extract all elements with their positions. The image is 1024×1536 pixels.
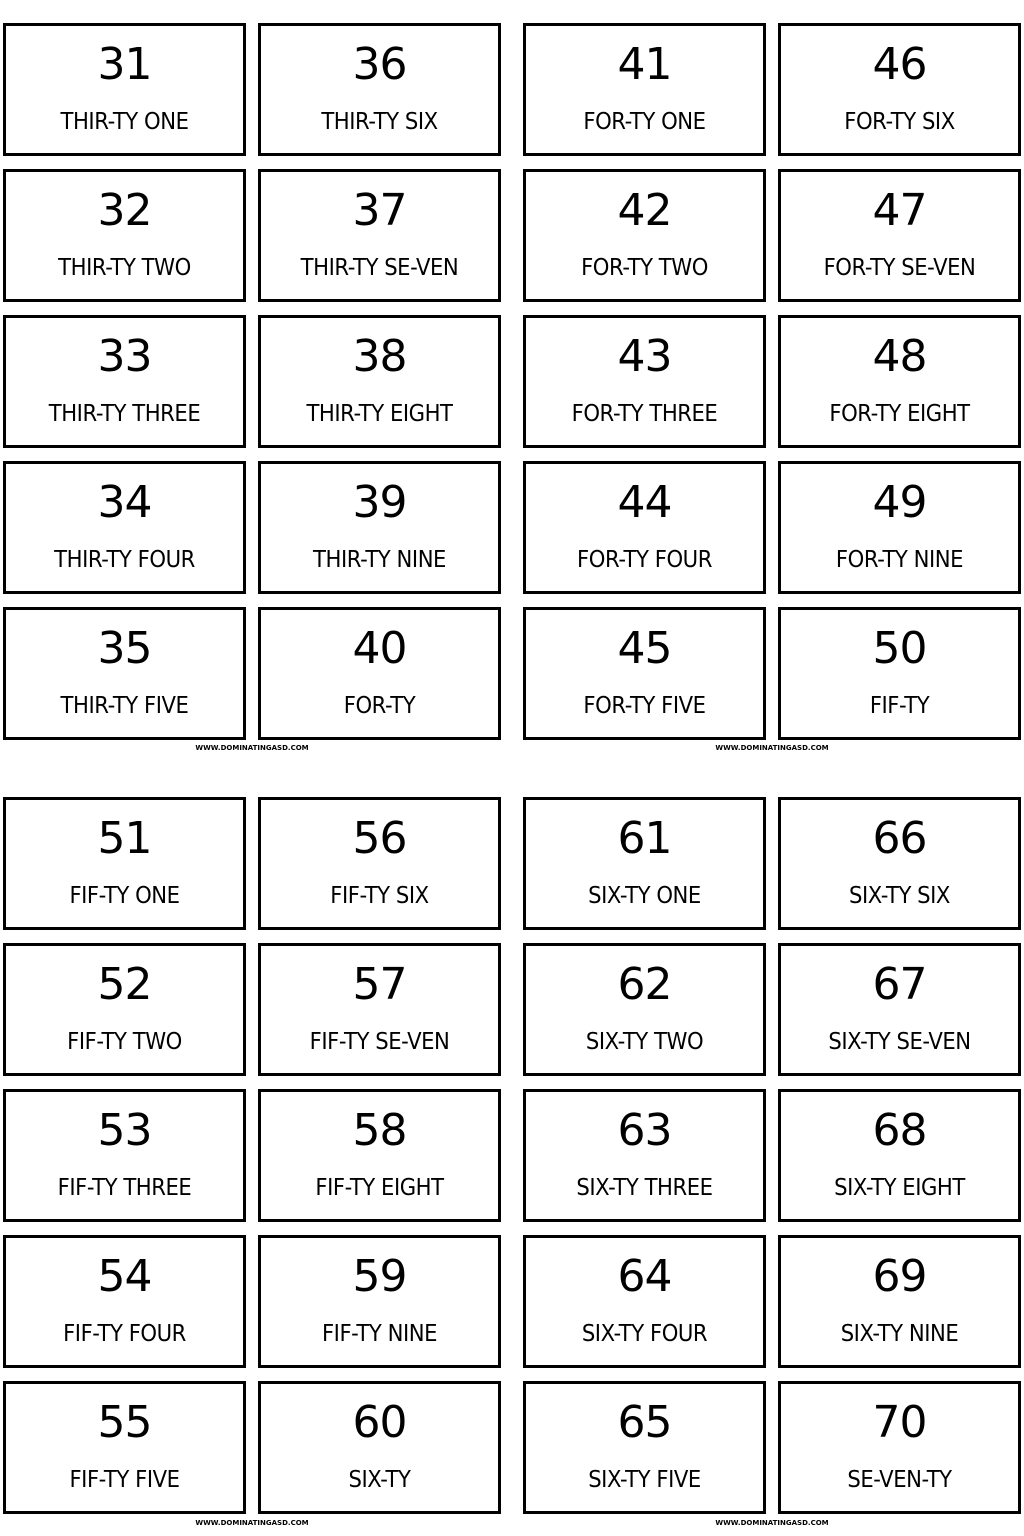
card-word: FOR-TY NINE (835, 547, 964, 573)
card-word: FOR-TY ONE (583, 109, 706, 135)
card-word: SIX-TY ONE (588, 883, 701, 909)
card-number: 57 (352, 959, 407, 1010)
number-card (258, 1089, 501, 1222)
number-card (523, 797, 766, 930)
card-word: SIX-TY (348, 1467, 411, 1493)
card-number: 67 (872, 959, 927, 1010)
number-card (3, 797, 246, 930)
card-number: 69 (872, 1251, 927, 1302)
number-card (778, 1235, 1021, 1368)
card-word: FIF-TY SE-VEN (309, 1029, 450, 1055)
number-card (3, 169, 246, 302)
card-word: FOR-TY EIGHT (829, 401, 970, 427)
card-word: FIF-TY EIGHT (315, 1175, 444, 1201)
card-number: 31 (97, 39, 152, 90)
card-word: FIF-TY ONE (69, 883, 180, 909)
number-card (523, 461, 766, 594)
card-number: 39 (352, 477, 407, 528)
number-card (3, 1089, 246, 1222)
number-card (258, 315, 501, 448)
number-card (258, 461, 501, 594)
card-number: 32 (97, 185, 152, 236)
card-word: FIF-TY THREE (57, 1175, 192, 1201)
card-word: FIF-TY SIX (330, 883, 429, 909)
card-number: 33 (97, 331, 152, 382)
card-word: THIR-TY SIX (321, 109, 438, 135)
card-word: THIR-TY ONE (60, 109, 189, 135)
number-card (523, 1381, 766, 1514)
card-number: 49 (872, 477, 927, 528)
card-number: 40 (352, 623, 407, 674)
number-card (3, 943, 246, 1076)
number-card (523, 607, 766, 740)
number-card (778, 1089, 1021, 1222)
card-number: 36 (352, 39, 407, 90)
card-word: THIR-TY NINE (313, 547, 446, 573)
card-word: FOR-TY SE-VEN (823, 255, 976, 281)
card-number: 35 (97, 623, 152, 674)
card-word: SIX-TY THREE (576, 1175, 713, 1201)
card-word: THIR-TY TWO (58, 255, 191, 281)
number-card (258, 1381, 501, 1514)
card-word: THIR-TY FOUR (54, 547, 195, 573)
card-word: FOR-TY FIVE (583, 693, 706, 719)
number-card (778, 943, 1021, 1076)
card-number: 41 (617, 39, 672, 90)
card-number: 54 (97, 1251, 152, 1302)
card-number: 60 (352, 1397, 407, 1448)
card-word: FOR-TY FOUR (577, 547, 712, 573)
card-number: 37 (352, 185, 407, 236)
card-word: THIR-TY THREE (48, 401, 201, 427)
card-number: 53 (97, 1105, 152, 1156)
number-card (778, 797, 1021, 930)
number-card (523, 943, 766, 1076)
website-footer: WWW.DOMINATINGASD.COM (195, 744, 309, 752)
card-number: 51 (97, 813, 152, 864)
number-card (778, 169, 1021, 302)
card-number: 50 (872, 623, 927, 674)
number-card (258, 1235, 501, 1368)
card-number: 66 (872, 813, 927, 864)
card-number: 44 (617, 477, 672, 528)
card-number: 45 (617, 623, 672, 674)
card-number: 61 (617, 813, 672, 864)
number-card (3, 23, 246, 156)
card-word: SIX-TY EIGHT (834, 1175, 965, 1201)
card-number: 38 (352, 331, 407, 382)
number-card (523, 1235, 766, 1368)
card-word: FIF-TY FIVE (69, 1467, 180, 1493)
card-word: FIF-TY TWO (67, 1029, 182, 1055)
card-number: 42 (617, 185, 672, 236)
number-card (3, 461, 246, 594)
card-word: SIX-TY SE-VEN (828, 1029, 971, 1055)
card-word: FOR-TY THREE (571, 401, 718, 427)
number-card (3, 315, 246, 448)
number-card (523, 315, 766, 448)
card-word: FIF-TY NINE (321, 1321, 438, 1347)
number-card (3, 607, 246, 740)
card-number: 64 (617, 1251, 672, 1302)
card-number: 62 (617, 959, 672, 1010)
card-word: SE-VEN-TY (847, 1467, 952, 1493)
website-footer: WWW.DOMINATINGASD.COM (715, 744, 829, 752)
card-number: 47 (872, 185, 927, 236)
card-word: FIF-TY FOUR (63, 1321, 186, 1347)
number-card (258, 607, 501, 740)
card-word: SIX-TY FOUR (581, 1321, 708, 1347)
card-number: 59 (352, 1251, 407, 1302)
card-number: 68 (872, 1105, 927, 1156)
card-number: 46 (872, 39, 927, 90)
number-card (523, 1089, 766, 1222)
website-footer: WWW.DOMINATINGASD.COM (195, 1519, 309, 1527)
number-card (523, 23, 766, 156)
card-number: 34 (97, 477, 152, 528)
number-card (778, 607, 1021, 740)
number-card (523, 169, 766, 302)
number-card (258, 943, 501, 1076)
number-card (778, 1381, 1021, 1514)
card-number: 52 (97, 959, 152, 1010)
website-footer: WWW.DOMINATINGASD.COM (715, 1519, 829, 1527)
card-word: SIX-TY NINE (840, 1321, 959, 1347)
card-word: THIR-TY FIVE (60, 693, 189, 719)
number-card (258, 797, 501, 930)
card-number: 43 (617, 331, 672, 382)
card-word: THIR-TY EIGHT (306, 401, 453, 427)
number-card (778, 315, 1021, 448)
number-card (258, 23, 501, 156)
number-card (3, 1381, 246, 1514)
number-card (258, 169, 501, 302)
card-word: FOR-TY (343, 693, 416, 719)
card-word: SIX-TY SIX (849, 883, 950, 909)
card-word: FOR-TY SIX (844, 109, 955, 135)
card-number: 70 (872, 1397, 927, 1448)
number-card (778, 23, 1021, 156)
card-number: 56 (352, 813, 407, 864)
card-number: 63 (617, 1105, 672, 1156)
card-word: SIX-TY TWO (585, 1029, 704, 1055)
card-word: SIX-TY FIVE (588, 1467, 701, 1493)
card-number: 48 (872, 331, 927, 382)
number-card (3, 1235, 246, 1368)
number-card (778, 461, 1021, 594)
card-number: 55 (97, 1397, 152, 1448)
card-number: 65 (617, 1397, 672, 1448)
card-word: THIR-TY SE-VEN (300, 255, 459, 281)
card-word: FOR-TY TWO (581, 255, 708, 281)
card-word: FIF-TY (869, 693, 930, 719)
card-number: 58 (352, 1105, 407, 1156)
